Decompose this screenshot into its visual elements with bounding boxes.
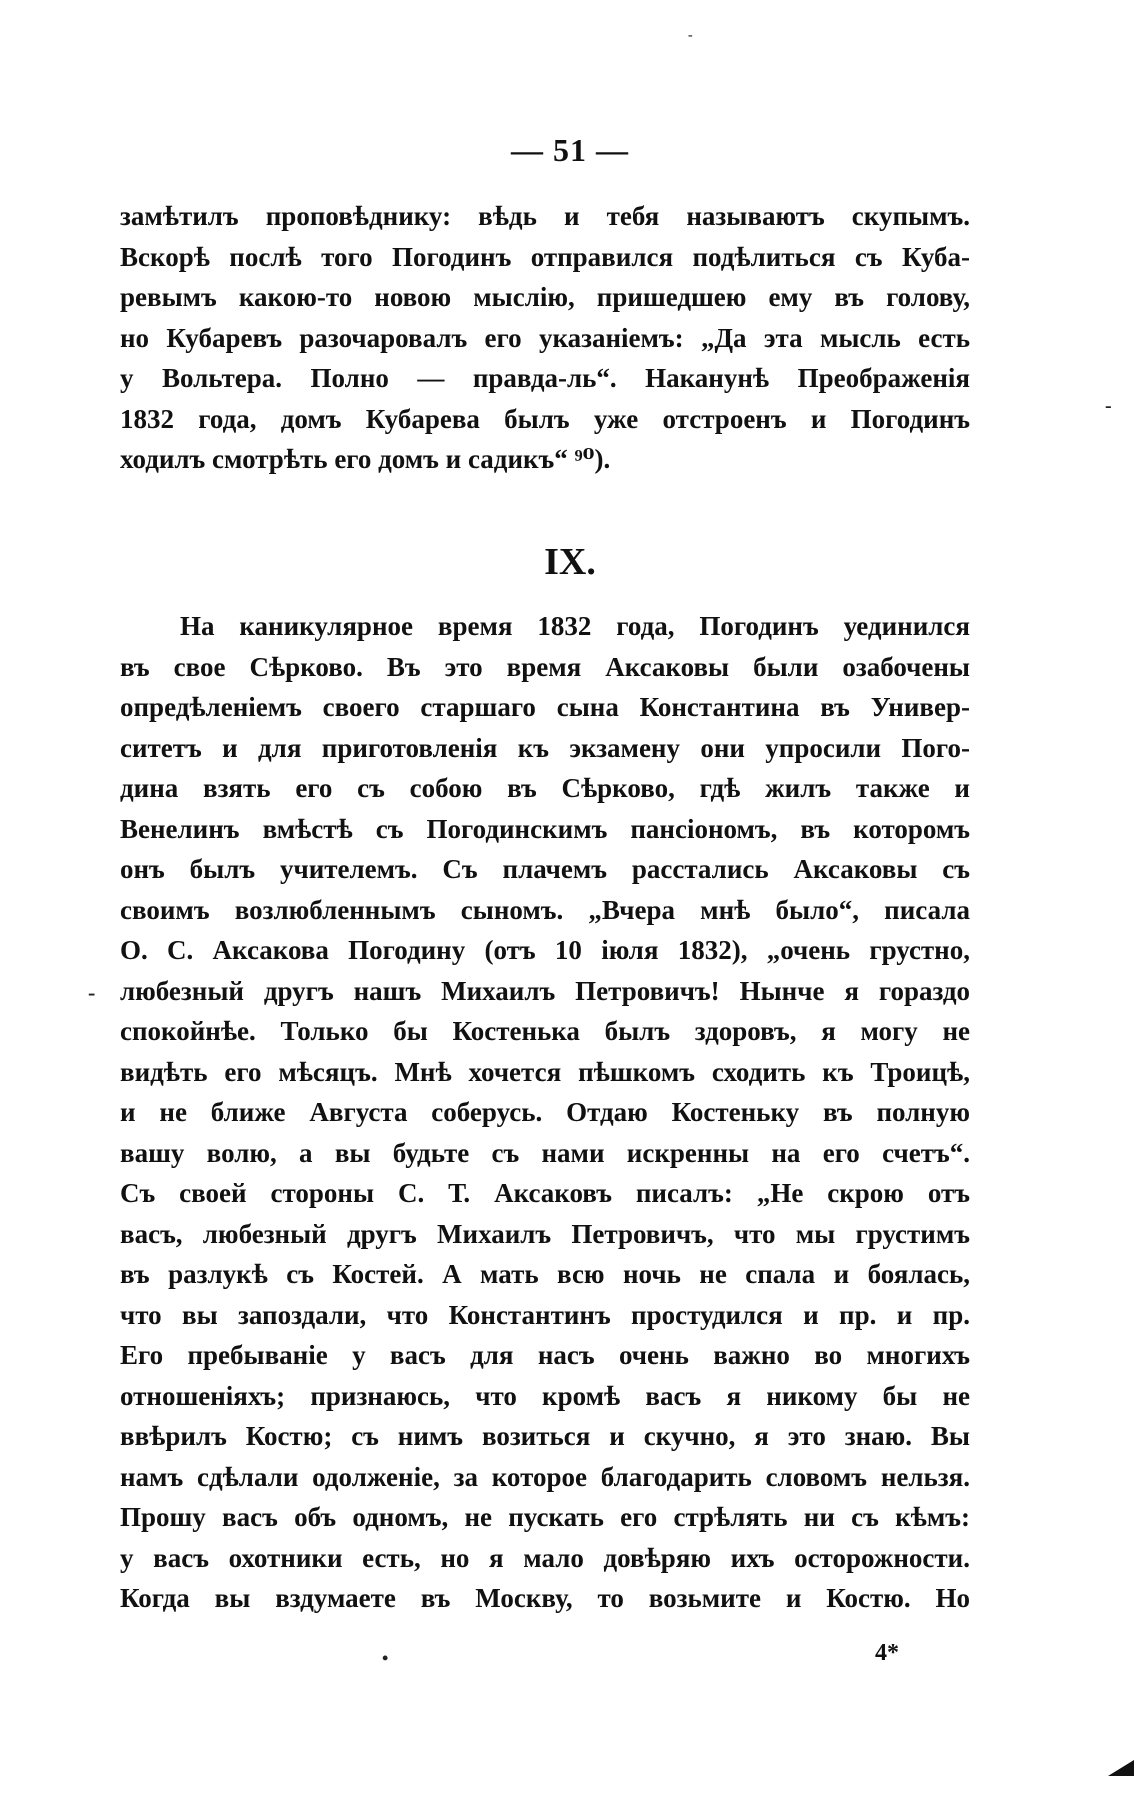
- text-line: у Вольтера. Полно — правда-ль“. Наканунѣ Преображенія: [120, 363, 970, 393]
- text-line: На каникулярное время 1832 года, Погодинъ уединился: [180, 611, 970, 641]
- text-line: ревымъ какою-то новою мыслію, пришедшею ему въ голову,: [120, 282, 970, 312]
- text-line: Вскорѣ послѣ того Погодинъ отправился подѣлиться съ Куба-: [120, 241, 970, 272]
- text-line: своимъ возлюбленнымъ сыномъ. „Вчера мнѣ было“, писала: [120, 894, 970, 925]
- text-line: въ разлукѣ съ Костей. А мать всю ночь не спала и боялась,: [120, 1259, 970, 1289]
- text-line: васъ, любезный другъ Михаилъ Петровичъ, что мы грустимъ: [120, 1218, 970, 1249]
- paragraph-section-ix: [120, 606, 970, 1619]
- text-line: опредѣленіемъ своего старшаго сына Константина въ Универ-: [120, 692, 970, 722]
- corner-mark: [1108, 1760, 1134, 1776]
- text-line: въ свое Сѣрково. Въ это время Аксаковы были озабочены: [120, 651, 970, 682]
- text-line: и не ближе Августа соберусь. Отдаю Костеньку въ полную: [120, 1097, 970, 1127]
- text-line: онъ былъ учителемъ. Съ плачемъ расстались Аксаковы съ: [120, 854, 970, 884]
- text-line: ввѣрилъ Костю; съ нимъ возиться и скучно, я это знаю. Вы: [120, 1421, 970, 1451]
- text-line: вашу волю, а вы будьте съ нами искренны на его счетъ“.: [120, 1137, 970, 1168]
- text-line: Прошу васъ объ одномъ, не пускать его стрѣлять ни съ кѣмъ:: [120, 1502, 970, 1532]
- text-line: Съ своей стороны С. Т. Аксаковъ писалъ: „Не скрою отъ: [120, 1178, 970, 1208]
- paragraph-continued: [120, 196, 970, 480]
- text-line: ходилъ смотрѣть его домъ и садикъ“ ⁹⁰).: [120, 444, 611, 474]
- text-line: ситетъ и для приготовленія къ экзамену они упросили Пого-: [120, 732, 970, 763]
- text-line: отношеніяхъ; признаюсь, что кромѣ васъ я никому бы не: [120, 1380, 970, 1411]
- text-line: намъ сдѣлали одолженіе, за которое благодарить словомъ нельзя.: [120, 1461, 970, 1492]
- stray-mark-top: -: [688, 28, 693, 43]
- text-line: любезный другъ нашъ Михаилъ Петровичъ! Нынче я гораздо: [120, 975, 970, 1006]
- text-line: но Кубаревъ разочаровалъ его указаніемъ: „Да эта мысль есть: [120, 322, 970, 353]
- text-line: видѣть его мѣсяцъ. Мнѣ хочется пѣшкомъ сходить къ Троицѣ,: [120, 1056, 970, 1087]
- margin-mark: -: [1105, 395, 1112, 417]
- section-heading: IX.: [544, 541, 596, 583]
- text-line: О. С. Аксакова Погодину (отъ 10 іюля 1832), „очень грустно,: [120, 935, 970, 965]
- printer-dot: •: [382, 1648, 389, 1668]
- text-line: спокойнѣе. Только бы Костенька былъ здоровъ, я могу не: [120, 1016, 970, 1046]
- page-number: — 51 —: [511, 132, 629, 168]
- text-line: Его пребываніе у васъ для насъ очень важно во многихъ: [120, 1340, 970, 1370]
- text-line: дина взять его съ собою въ Сѣрково, гдѣ жилъ также и: [120, 773, 970, 803]
- text-line: замѣтилъ проповѣднику: вѣдь и тебя называютъ скупымъ.: [120, 201, 970, 231]
- margin-mark: -: [88, 980, 96, 1005]
- text-line: Венелинъ вмѣстѣ съ Погодинскимъ пансіономъ, въ которомъ: [120, 813, 970, 844]
- text-line: Когда вы вздумаете въ Москву, то возьмите и Костю. Но: [120, 1583, 970, 1613]
- text-line: что вы запоздали, что Константинъ простудился и пр. и пр.: [120, 1299, 970, 1330]
- signature-mark: 4*: [875, 1640, 899, 1666]
- text-line: 1832 года, домъ Кубарева былъ уже отстроенъ и Погодинъ: [120, 403, 970, 434]
- text-line: у васъ охотники есть, но я мало довѣряю ихъ осторожности.: [120, 1542, 970, 1573]
